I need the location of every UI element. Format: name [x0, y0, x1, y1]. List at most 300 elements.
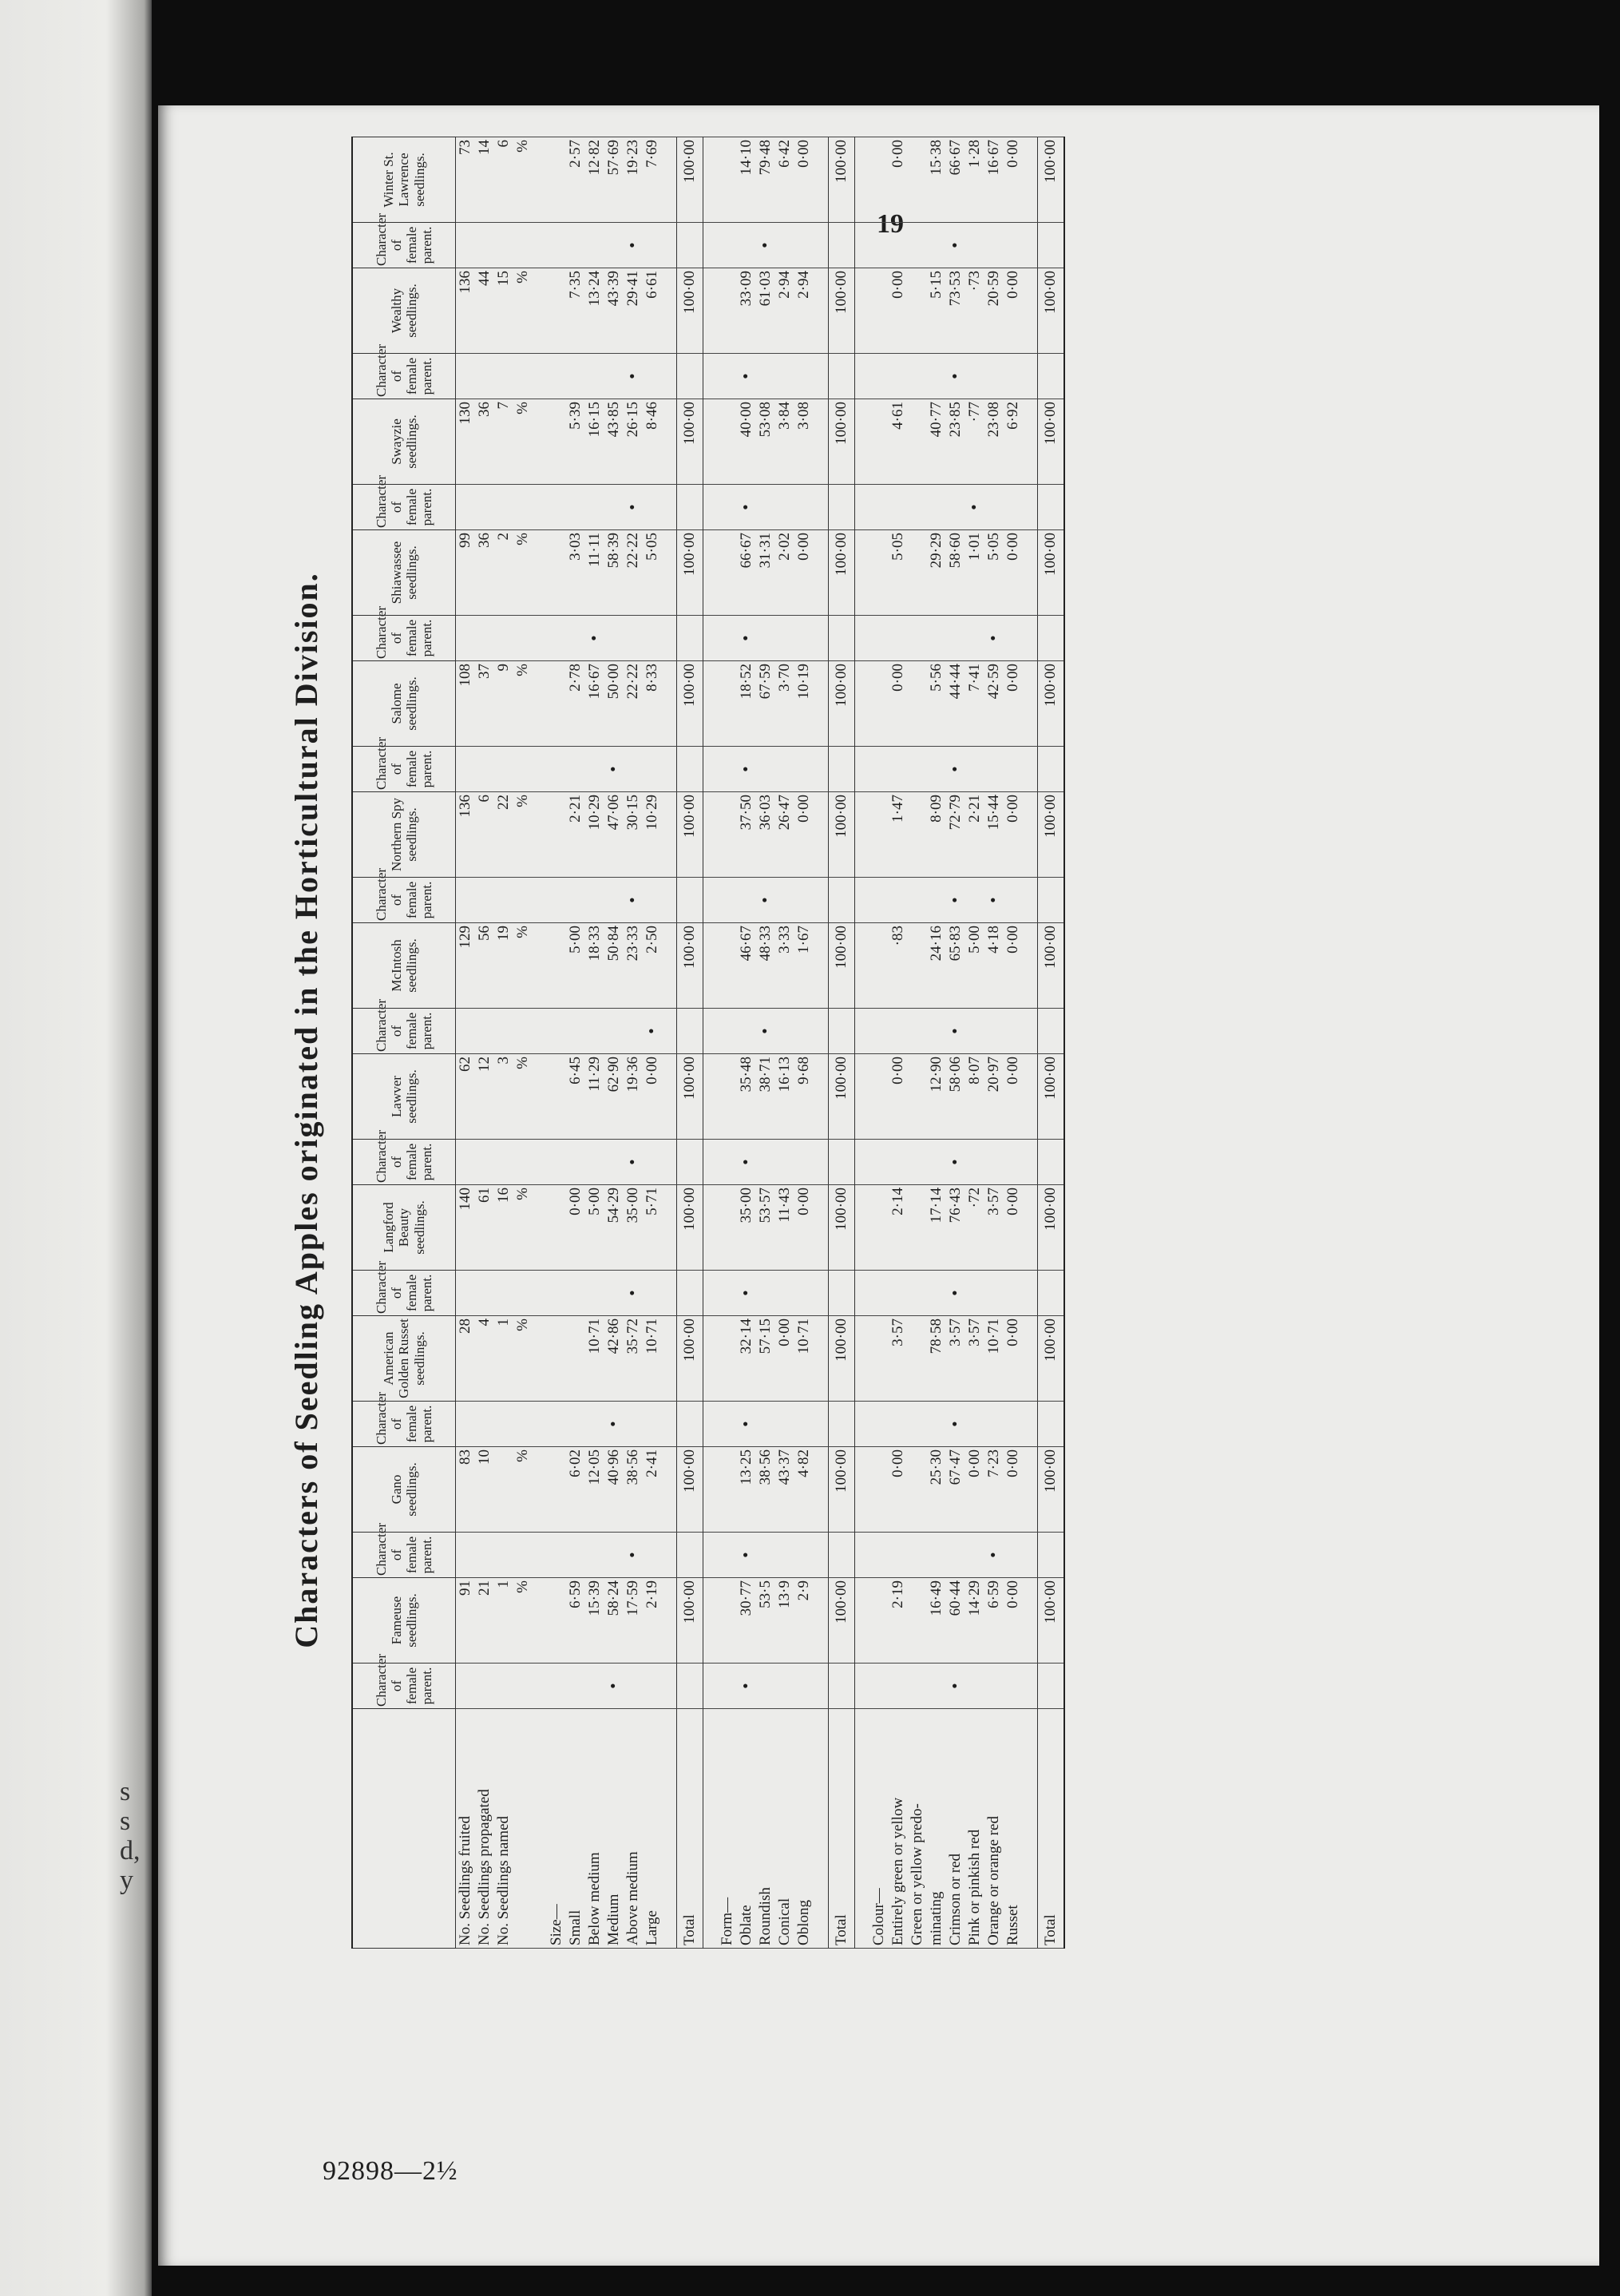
- table-cell: 17·14: [927, 1185, 946, 1271]
- table-cell: 11·29: [585, 1054, 604, 1140]
- female-parent-marker: [513, 1271, 533, 1316]
- female-parent-marker: •: [737, 1402, 756, 1447]
- female-parent-marker: •: [984, 1533, 1004, 1578]
- female-parent-marker: [494, 1402, 513, 1447]
- table-cell: [662, 792, 677, 878]
- table-cell: [718, 530, 737, 616]
- female-parent-marker: •: [604, 747, 624, 792]
- table-row: [889, 137, 908, 1949]
- table-cell: 43·85: [604, 399, 624, 485]
- female-parent-marker: [794, 1402, 814, 1447]
- female-parent-marker: [984, 1271, 1004, 1316]
- table-cell: 20·59: [984, 268, 1004, 354]
- female-parent-marker: [794, 747, 814, 792]
- female-parent-marker: [662, 1271, 677, 1316]
- table-cell: [494, 1447, 513, 1533]
- female-parent-marker: [643, 1271, 662, 1316]
- table-cell: [1023, 1316, 1038, 1402]
- table-cell: 2·19: [643, 1578, 662, 1664]
- female-parent-marker: [855, 1664, 870, 1709]
- header-female-parent: Character of female parent.: [352, 747, 456, 792]
- table-cell: 0·00: [889, 268, 908, 354]
- table-cell: 1·67: [794, 923, 814, 1009]
- table-cell: 11·11: [585, 530, 604, 616]
- female-parent-marker: [1038, 1271, 1065, 1316]
- female-parent-marker: [643, 354, 662, 399]
- female-parent-marker: [547, 1271, 566, 1316]
- female-parent-marker: [547, 223, 566, 268]
- table-cell: [869, 1185, 889, 1271]
- table-cell: 19·36: [624, 1054, 643, 1140]
- table-cell: 37: [475, 661, 494, 747]
- table-cell: 100·00: [1038, 1185, 1065, 1271]
- table-cell: [855, 923, 870, 1009]
- female-parent-marker: [855, 1140, 870, 1185]
- table-cell: 5·05: [889, 530, 908, 616]
- table-cell: 9: [494, 661, 513, 747]
- table-cell: [547, 1447, 566, 1533]
- table-cell: 13·25: [737, 1447, 756, 1533]
- female-parent-marker: [927, 616, 946, 661]
- female-parent-marker: [456, 1140, 476, 1185]
- table-cell: [533, 1185, 547, 1271]
- female-parent-marker: [984, 747, 1004, 792]
- table-cell: 100·00: [1038, 137, 1065, 223]
- female-parent-marker: [794, 485, 814, 530]
- female-parent-marker: [547, 1402, 566, 1447]
- table-cell: 6·92: [1004, 399, 1023, 485]
- table-cell: 56: [475, 923, 494, 1009]
- table-cell: [718, 1185, 737, 1271]
- female-parent-marker: [643, 1664, 662, 1709]
- female-parent-marker: [662, 1402, 677, 1447]
- table-cell: [855, 268, 870, 354]
- female-parent-marker: [547, 616, 566, 661]
- female-parent-marker: [513, 1140, 533, 1185]
- female-parent-marker: •: [756, 878, 775, 923]
- table-cell: [1023, 792, 1038, 878]
- table-cell: 2·78: [566, 661, 585, 747]
- female-parent-marker: •: [946, 1664, 965, 1709]
- female-parent-marker: [456, 616, 476, 661]
- table-cell: 0·00: [1004, 530, 1023, 616]
- table-cell: 16·49: [927, 1578, 946, 1664]
- female-parent-marker: [889, 223, 908, 268]
- table-cell: %: [513, 1054, 533, 1140]
- row-label: Oblate: [737, 1709, 756, 1949]
- table-cell: 21: [475, 1578, 494, 1664]
- table-cell: [855, 1316, 870, 1402]
- header-female-parent: Character of female parent.: [352, 485, 456, 530]
- female-parent-marker: [908, 1271, 927, 1316]
- table-cell: [855, 399, 870, 485]
- female-parent-marker: [829, 878, 855, 923]
- table-cell: 8·46: [643, 399, 662, 485]
- table-cell: 0·00: [794, 530, 814, 616]
- female-parent-marker: [869, 223, 889, 268]
- female-parent-marker: [775, 616, 794, 661]
- table-cell: 23·33: [624, 923, 643, 1009]
- table-cell: [869, 268, 889, 354]
- table-cell: [533, 530, 547, 616]
- row-label: Entirely green or yellow: [889, 1709, 908, 1949]
- table-cell: 8·33: [643, 661, 662, 747]
- female-parent-marker: [1004, 878, 1023, 923]
- table-cell: 2·02: [775, 530, 794, 616]
- female-parent-marker: [718, 1140, 737, 1185]
- female-parent-marker: [908, 1140, 927, 1185]
- row-label: Orange or orange red: [984, 1709, 1004, 1949]
- table-cell: 0·00: [1004, 923, 1023, 1009]
- table-cell: 100·00: [1038, 1316, 1065, 1402]
- table-cell: 7: [494, 399, 513, 485]
- table-cell: 3·33: [775, 923, 794, 1009]
- table-cell: 53·08: [756, 399, 775, 485]
- female-parent-marker: [794, 1664, 814, 1709]
- table-cell: 19: [494, 923, 513, 1009]
- female-parent-marker: [927, 354, 946, 399]
- table-cell: 5·00: [965, 923, 984, 1009]
- table-cell: [703, 661, 719, 747]
- female-parent-marker: [908, 878, 927, 923]
- female-parent-marker: [814, 1271, 829, 1316]
- female-parent-marker: [566, 1533, 585, 1578]
- rotated-table-block: [287, 140, 1469, 1949]
- table-cell: %: [513, 137, 533, 223]
- table-cell: 129: [456, 923, 476, 1009]
- section-row: [547, 137, 566, 1949]
- female-parent-marker: [585, 1664, 604, 1709]
- female-parent-marker: [1004, 1271, 1023, 1316]
- table-cell: 16·15: [585, 399, 604, 485]
- row-label: Medium: [604, 1709, 624, 1949]
- table-cell: 43·39: [604, 268, 624, 354]
- female-parent-marker: [533, 354, 547, 399]
- table-cell: [662, 661, 677, 747]
- table-cell: 14: [475, 137, 494, 223]
- female-parent-marker: [829, 223, 855, 268]
- table-cell: [908, 661, 927, 747]
- table-cell: 38·71: [756, 1054, 775, 1140]
- table-cell: 1·28: [965, 137, 984, 223]
- female-parent-marker: [1023, 616, 1038, 661]
- table-cell: [1023, 268, 1038, 354]
- table-cell: 3·84: [775, 399, 794, 485]
- female-parent-marker: [547, 1533, 566, 1578]
- header-variety: Shiawassee seedlings.: [352, 530, 456, 616]
- table-cell: 0·00: [1004, 1578, 1023, 1664]
- female-parent-marker: [756, 1140, 775, 1185]
- female-parent-marker: [533, 223, 547, 268]
- table-cell: 0·00: [566, 1185, 585, 1271]
- female-parent-marker: •: [585, 616, 604, 661]
- female-parent-marker: [494, 616, 513, 661]
- table-cell: [855, 1578, 870, 1664]
- header-variety: Fameuse seedlings.: [352, 1578, 456, 1664]
- female-parent-marker: [494, 223, 513, 268]
- female-parent-marker: [794, 1009, 814, 1054]
- table-cell: [908, 1578, 927, 1664]
- table-cell: %: [513, 923, 533, 1009]
- female-parent-marker: [855, 485, 870, 530]
- table-cell: 100·00: [829, 268, 855, 354]
- table-cell: [855, 137, 870, 223]
- female-parent-marker: [677, 747, 703, 792]
- table-cell: 36: [475, 399, 494, 485]
- female-parent-marker: •: [946, 1402, 965, 1447]
- table-row: [775, 137, 794, 1949]
- female-parent-marker: [547, 747, 566, 792]
- female-parent-marker: •: [604, 1664, 624, 1709]
- table-cell: [855, 1447, 870, 1533]
- female-parent-marker: [677, 1140, 703, 1185]
- table-cell: 22·22: [624, 661, 643, 747]
- table-cell: 73: [456, 137, 476, 223]
- female-parent-marker: [475, 616, 494, 661]
- female-parent-marker: •: [984, 616, 1004, 661]
- female-parent-marker: [643, 1140, 662, 1185]
- table-cell: %: [513, 530, 533, 616]
- table-cell: 11·43: [775, 1185, 794, 1271]
- female-parent-marker: •: [624, 223, 643, 268]
- table-cell: 100·00: [1038, 923, 1065, 1009]
- header-variety: Northern Spy seedlings.: [352, 792, 456, 878]
- female-parent-marker: [566, 1140, 585, 1185]
- female-parent-marker: [604, 1271, 624, 1316]
- table-cell: [718, 1447, 737, 1533]
- female-parent-marker: [547, 1140, 566, 1185]
- female-parent-marker: [775, 1009, 794, 1054]
- row-label: minating: [927, 1709, 946, 1949]
- female-parent-marker: [1023, 1271, 1038, 1316]
- table-cell: 35·00: [737, 1185, 756, 1271]
- female-parent-marker: [547, 1664, 566, 1709]
- table-cell: [869, 923, 889, 1009]
- female-parent-marker: [475, 747, 494, 792]
- female-parent-marker: •: [624, 354, 643, 399]
- table-cell: 38·56: [624, 1447, 643, 1533]
- female-parent-marker: [566, 223, 585, 268]
- table-cell: 3·70: [775, 661, 794, 747]
- female-parent-marker: [533, 1533, 547, 1578]
- female-parent-marker: [677, 1271, 703, 1316]
- female-parent-marker: [927, 878, 946, 923]
- female-parent-marker: [662, 747, 677, 792]
- female-parent-marker: [662, 878, 677, 923]
- table-cell: 0·00: [889, 137, 908, 223]
- female-parent-marker: [533, 485, 547, 530]
- female-parent-marker: [814, 616, 829, 661]
- female-parent-marker: [965, 1402, 984, 1447]
- female-parent-marker: [1038, 878, 1065, 923]
- female-parent-marker: [703, 747, 719, 792]
- table-cell: 100·00: [677, 137, 703, 223]
- female-parent-marker: [677, 616, 703, 661]
- table-row: [494, 137, 513, 1949]
- female-parent-marker: [475, 878, 494, 923]
- female-parent-marker: [869, 747, 889, 792]
- female-parent-marker: [984, 1664, 1004, 1709]
- table-cell: 48·33: [756, 923, 775, 1009]
- female-parent-marker: [1038, 616, 1065, 661]
- table-cell: [547, 268, 566, 354]
- female-parent-marker: [756, 354, 775, 399]
- table-cell: [662, 1578, 677, 1664]
- female-parent-marker: [965, 223, 984, 268]
- female-parent-marker: [829, 1140, 855, 1185]
- female-parent-marker: [513, 1533, 533, 1578]
- female-parent-marker: [456, 1533, 476, 1578]
- row-label: Above medium: [624, 1709, 643, 1949]
- female-parent-marker: [703, 1271, 719, 1316]
- female-parent-marker: [456, 1664, 476, 1709]
- table-cell: 10·29: [585, 792, 604, 878]
- female-parent-marker: [547, 1009, 566, 1054]
- table-cell: [855, 1185, 870, 1271]
- female-parent-marker: [814, 1402, 829, 1447]
- table-cell: [908, 399, 927, 485]
- female-parent-marker: [1023, 878, 1038, 923]
- table-cell: 0·00: [889, 1054, 908, 1140]
- table-cell: 35·72: [624, 1316, 643, 1402]
- table-cell: [718, 1054, 737, 1140]
- female-parent-marker: [889, 485, 908, 530]
- table-title: Characters of Seedling Apples originated in the Horticultural Division.: [288, 572, 324, 1648]
- female-parent-marker: [1004, 616, 1023, 661]
- female-parent-marker: [533, 1664, 547, 1709]
- table-cell: 91: [456, 1578, 476, 1664]
- female-parent-marker: [775, 1533, 794, 1578]
- female-parent-marker: [794, 354, 814, 399]
- table-cell: 15: [494, 268, 513, 354]
- female-parent-marker: [604, 1009, 624, 1054]
- table-cell: [703, 792, 719, 878]
- table-cell: 4·82: [794, 1447, 814, 1533]
- female-parent-marker: [494, 878, 513, 923]
- table-cell: 33·09: [737, 268, 756, 354]
- header-variety: Salome seedlings.: [352, 661, 456, 747]
- female-parent-marker: [677, 1402, 703, 1447]
- female-parent-marker: [662, 485, 677, 530]
- female-parent-marker: [775, 485, 794, 530]
- female-parent-marker: [718, 1664, 737, 1709]
- table-cell: 12·05: [585, 1447, 604, 1533]
- female-parent-marker: [869, 1271, 889, 1316]
- table-cell: [908, 1447, 927, 1533]
- female-parent-marker: [965, 1140, 984, 1185]
- female-parent-marker: [869, 1140, 889, 1185]
- table-cell: [533, 399, 547, 485]
- table-cell: [547, 1578, 566, 1664]
- table-cell: [703, 923, 719, 1009]
- table-cell: 9·68: [794, 1054, 814, 1140]
- female-parent-marker: [604, 616, 624, 661]
- table-cell: 100·00: [829, 792, 855, 878]
- table-cell: [855, 530, 870, 616]
- table-cell: 47·06: [604, 792, 624, 878]
- table-cell: [1023, 661, 1038, 747]
- female-parent-marker: [889, 878, 908, 923]
- table-cell: ·83: [889, 923, 908, 1009]
- table-cell: 72·79: [946, 792, 965, 878]
- table-cell: [662, 1447, 677, 1533]
- table-cell: [703, 1578, 719, 1664]
- female-parent-marker: [677, 1533, 703, 1578]
- table-cell: 1·47: [889, 792, 908, 878]
- female-parent-marker: [585, 1140, 604, 1185]
- header-variety: American Golden Russet seedlings.: [352, 1316, 456, 1402]
- female-parent-marker: [855, 747, 870, 792]
- female-parent-marker: [718, 1009, 737, 1054]
- table-cell: 36: [475, 530, 494, 616]
- female-parent-marker: [1038, 1009, 1065, 1054]
- table-cell: 40·00: [737, 399, 756, 485]
- female-parent-marker: [855, 354, 870, 399]
- female-parent-marker: [1023, 747, 1038, 792]
- female-parent-marker: [1023, 485, 1038, 530]
- female-parent-marker: [1004, 485, 1023, 530]
- female-parent-marker: [533, 1271, 547, 1316]
- table-cell: 32·14: [737, 1316, 756, 1402]
- female-parent-marker: [456, 1402, 476, 1447]
- table-cell: 100·00: [677, 661, 703, 747]
- table-cell: 3·03: [566, 530, 585, 616]
- female-parent-marker: [718, 1402, 737, 1447]
- table-cell: [703, 530, 719, 616]
- female-parent-marker: [1004, 223, 1023, 268]
- table-cell: 50·00: [604, 661, 624, 747]
- table-cell: 5·15: [927, 268, 946, 354]
- table-cell: 6·61: [643, 268, 662, 354]
- table-cell: 0·00: [643, 1054, 662, 1140]
- table-cell: 83: [456, 1447, 476, 1533]
- female-parent-marker: [889, 354, 908, 399]
- section-row: [908, 137, 927, 1949]
- female-parent-marker: [533, 878, 547, 923]
- female-parent-marker: •: [946, 1009, 965, 1054]
- table-cell: %: [513, 268, 533, 354]
- female-parent-marker: [703, 878, 719, 923]
- total-row: [1038, 137, 1065, 1949]
- female-parent-marker: [737, 223, 756, 268]
- row-label: Colour—: [869, 1709, 889, 1949]
- female-parent-marker: •: [624, 1271, 643, 1316]
- table-cell: 100·00: [1038, 1578, 1065, 1664]
- female-parent-marker: [1004, 1402, 1023, 1447]
- header-female-parent: Character of female parent.: [352, 354, 456, 399]
- table-cell: [908, 530, 927, 616]
- female-parent-marker: [756, 485, 775, 530]
- table-row: [756, 137, 775, 1949]
- table-cell: 10·29: [643, 792, 662, 878]
- female-parent-marker: [1038, 354, 1065, 399]
- table-cell: 40·96: [604, 1447, 624, 1533]
- female-parent-marker: •: [756, 1009, 775, 1054]
- table-cell: 0·00: [775, 1316, 794, 1402]
- table-cell: 0·00: [794, 1185, 814, 1271]
- female-parent-marker: [494, 1664, 513, 1709]
- female-parent-marker: [927, 1009, 946, 1054]
- female-parent-marker: [756, 1271, 775, 1316]
- table-cell: 58·39: [604, 530, 624, 616]
- female-parent-marker: [965, 1271, 984, 1316]
- table-cell: [703, 1054, 719, 1140]
- female-parent-marker: [814, 878, 829, 923]
- table-row: [475, 137, 494, 1949]
- female-parent-marker: [494, 1271, 513, 1316]
- table-cell: [814, 1447, 829, 1533]
- female-parent-marker: [889, 1140, 908, 1185]
